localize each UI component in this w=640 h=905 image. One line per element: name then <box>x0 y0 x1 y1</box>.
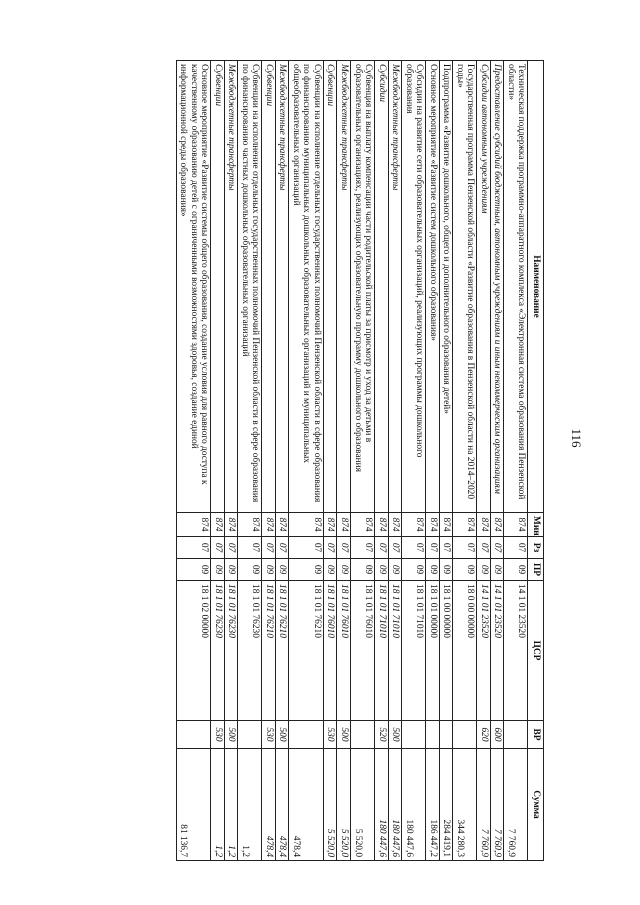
cell-csr: 18 1 00 00000 <box>439 581 453 721</box>
cell-pr: 09 <box>275 559 289 581</box>
cell-pr: 09 <box>211 559 225 581</box>
cell-min: 874 <box>351 513 375 537</box>
cell-vr <box>453 721 477 749</box>
cell-min: 874 <box>504 513 528 537</box>
table-header-row <box>528 61 544 861</box>
cell-name: Субсидии автономным учреждениям <box>477 61 491 513</box>
cell-csr: 14 1 01 23520 <box>504 581 528 721</box>
cell-pr: 09 <box>351 559 375 581</box>
cell-min: 874 <box>337 513 351 537</box>
header-csr: ЦСР <box>528 581 544 721</box>
cell-csr: 18 0 00 00000 <box>453 581 477 721</box>
cell-sum: 5 520,0 <box>351 749 375 861</box>
cell-sum: 81 136,7 <box>176 749 211 861</box>
cell-csr: 18 1 01 00000 <box>426 581 440 721</box>
table-row <box>439 61 453 861</box>
cell-name: Межбюджетные трансферты <box>224 61 238 513</box>
cell-name: Основное мероприятие «Развитие системы общего образования, создание условия для равного доступа к качественному образованию детей с ограниченными возможностями здоровья, создание единой информационной среды образования» <box>176 61 211 513</box>
table-row <box>176 61 211 861</box>
cell-csr: 14 1 01 23520 <box>490 581 504 721</box>
cell-csr: 18 1 01 76010 <box>323 581 337 721</box>
table-row <box>262 61 276 861</box>
header-sum: Сумма <box>528 749 544 861</box>
cell-name: Техническая поддержка программно-аппаратного комплекса «Электронная система образования Пензенской области» <box>504 61 528 513</box>
cell-csr: 18 1 01 76230 <box>238 581 262 721</box>
table-row <box>238 61 262 861</box>
cell-pr: 09 <box>323 559 337 581</box>
cell-rz: 07 <box>504 537 528 559</box>
cell-name: Межбюджетные трансферты <box>388 61 402 513</box>
cell-vr <box>289 721 324 749</box>
cell-min: 874 <box>439 513 453 537</box>
cell-rz: 07 <box>262 537 276 559</box>
cell-pr: 09 <box>439 559 453 581</box>
cell-sum: 344 280,3 <box>453 749 477 861</box>
cell-min: 874 <box>426 513 440 537</box>
cell-min: 874 <box>402 513 426 537</box>
table-row <box>289 61 324 861</box>
table-row <box>275 61 289 861</box>
cell-name: Подпрограмма «Развитие дошкольного, общего и дополнительного образования детей» <box>439 61 453 513</box>
cell-pr: 09 <box>375 559 389 581</box>
cell-pr: 09 <box>238 559 262 581</box>
table-row <box>351 61 375 861</box>
table-body <box>176 61 528 861</box>
cell-vr <box>439 721 453 749</box>
cell-pr: 09 <box>504 559 528 581</box>
cell-name: Государственная программа Пензенской области «Развитие образования в Пензенской области на 2014–2020 годы» <box>453 61 477 513</box>
cell-vr: 530 <box>262 721 276 749</box>
table-row <box>388 61 402 861</box>
cell-vr: 620 <box>477 721 491 749</box>
cell-name: Межбюджетные трансферты <box>275 61 289 513</box>
cell-sum: 5 520,0 <box>323 749 337 861</box>
cell-rz: 07 <box>211 537 225 559</box>
table-row <box>337 61 351 861</box>
cell-csr: 18 1 01 76210 <box>275 581 289 721</box>
page-number: 116 <box>569 428 584 448</box>
cell-csr: 18 1 01 76010 <box>337 581 351 721</box>
cell-vr: 500 <box>388 721 402 749</box>
cell-min: 874 <box>375 513 389 537</box>
header-min: Мин <box>528 513 544 537</box>
cell-name: Субвенции <box>262 61 276 513</box>
table-row <box>224 61 238 861</box>
header-name: Наименование <box>528 61 544 513</box>
cell-csr: 18 1 01 71010 <box>388 581 402 721</box>
cell-rz: 07 <box>224 537 238 559</box>
cell-rz: 07 <box>176 537 211 559</box>
cell-name: Субвенции <box>211 61 225 513</box>
cell-vr <box>238 721 262 749</box>
cell-csr: 14 1 01 23520 <box>477 581 491 721</box>
cell-pr: 09 <box>453 559 477 581</box>
cell-pr: 09 <box>388 559 402 581</box>
cell-rz: 07 <box>375 537 389 559</box>
cell-pr: 09 <box>262 559 276 581</box>
cell-sum: 478,4 <box>275 749 289 861</box>
cell-sum: 186 447,2 <box>426 749 440 861</box>
cell-vr <box>504 721 528 749</box>
cell-vr <box>351 721 375 749</box>
cell-pr: 09 <box>337 559 351 581</box>
cell-min: 874 <box>262 513 276 537</box>
cell-rz: 07 <box>337 537 351 559</box>
cell-rz: 07 <box>388 537 402 559</box>
cell-min: 874 <box>176 513 211 537</box>
cell-vr: 500 <box>224 721 238 749</box>
cell-sum: 478,4 <box>262 749 276 861</box>
cell-vr <box>402 721 426 749</box>
cell-rz: 07 <box>289 537 324 559</box>
cell-min: 874 <box>238 513 262 537</box>
cell-rz: 07 <box>439 537 453 559</box>
cell-csr: 18 1 01 76210 <box>289 581 324 721</box>
table-row <box>323 61 337 861</box>
cell-vr <box>426 721 440 749</box>
cell-pr: 09 <box>477 559 491 581</box>
header-rz: Рз <box>528 537 544 559</box>
cell-rz: 07 <box>426 537 440 559</box>
cell-min: 874 <box>224 513 238 537</box>
cell-sum: 7 760,9 <box>504 749 528 861</box>
cell-sum: 284 419,1 <box>439 749 453 861</box>
rotated-page <box>72 60 544 860</box>
cell-name: Субвенция на выплату компенсации части родительской платы за присмотр и уход за детьми в образовательных организациях, реализующих образовательную программу дошкольного образования <box>351 61 375 513</box>
table-row <box>490 61 504 861</box>
table-row <box>477 61 491 861</box>
cell-sum: 478,4 <box>289 749 324 861</box>
cell-name: Субсидии на развитие сети образовательных организаций, реализующих программы дошкольного образования <box>402 61 426 513</box>
table-row <box>375 61 389 861</box>
cell-vr: 500 <box>275 721 289 749</box>
cell-csr: 18 1 01 71010 <box>402 581 426 721</box>
cell-csr: 18 1 01 76230 <box>211 581 225 721</box>
table-row <box>426 61 440 861</box>
cell-sum: 180 447,6 <box>402 749 426 861</box>
cell-rz: 07 <box>238 537 262 559</box>
cell-min: 874 <box>453 513 477 537</box>
cell-min: 874 <box>477 513 491 537</box>
cell-name: Субвенции на исполнение отдельных государственных полномочий Пензенской области в сфере образования по финансированию частных дошкольных образовательных организаций <box>238 61 262 513</box>
cell-rz: 07 <box>323 537 337 559</box>
cell-name: Предоставление субсидий бюджетным, автономным учреждениям и иным некоммерческим организациям <box>490 61 504 513</box>
cell-min: 874 <box>323 513 337 537</box>
cell-csr: 18 1 01 76230 <box>224 581 238 721</box>
cell-min: 874 <box>289 513 324 537</box>
cell-pr: 09 <box>426 559 440 581</box>
cell-sum: 1,2 <box>224 749 238 861</box>
cell-vr: 500 <box>337 721 351 749</box>
budget-table <box>176 60 544 861</box>
cell-rz: 07 <box>275 537 289 559</box>
cell-vr <box>176 721 211 749</box>
cell-rz: 07 <box>477 537 491 559</box>
cell-sum: 7 760,9 <box>490 749 504 861</box>
header-vr: ВР <box>528 721 544 749</box>
cell-name: Основное мероприятие «Развитие систем дошкольного образования» <box>426 61 440 513</box>
cell-vr: 520 <box>375 721 389 749</box>
cell-vr: 600 <box>490 721 504 749</box>
cell-rz: 07 <box>490 537 504 559</box>
cell-name: Субвенции на исполнение отдельных государственных полномочий Пензенской области в сфере образования по финансированию муниципальных дошкольных образовательных организаций и муниципальных общеобразовательных организаций <box>289 61 324 513</box>
header-pr: ПР <box>528 559 544 581</box>
cell-vr: 530 <box>323 721 337 749</box>
cell-pr: 09 <box>289 559 324 581</box>
cell-csr: 18 1 02 00000 <box>176 581 211 721</box>
cell-name: Субвенции <box>323 61 337 513</box>
cell-sum: 5 520,0 <box>337 749 351 861</box>
cell-sum: 1,2 <box>238 749 262 861</box>
cell-name: Межбюджетные трансферты <box>337 61 351 513</box>
cell-rz: 07 <box>402 537 426 559</box>
cell-rz: 07 <box>351 537 375 559</box>
cell-pr: 09 <box>176 559 211 581</box>
cell-csr: 18 1 01 71010 <box>375 581 389 721</box>
table-row <box>211 61 225 861</box>
cell-csr: 18 1 01 76010 <box>351 581 375 721</box>
cell-min: 874 <box>275 513 289 537</box>
cell-pr: 09 <box>224 559 238 581</box>
cell-min: 874 <box>211 513 225 537</box>
cell-min: 874 <box>490 513 504 537</box>
table-row <box>504 61 528 861</box>
cell-sum: 7 760,9 <box>477 749 491 861</box>
cell-pr: 09 <box>490 559 504 581</box>
cell-vr: 530 <box>211 721 225 749</box>
cell-name: Субсидии <box>375 61 389 513</box>
cell-sum: 1,2 <box>211 749 225 861</box>
cell-sum: 180 447,6 <box>388 749 402 861</box>
table-row <box>453 61 477 861</box>
cell-min: 874 <box>388 513 402 537</box>
cell-rz: 07 <box>453 537 477 559</box>
cell-csr: 18 1 01 76210 <box>262 581 276 721</box>
cell-sum: 180 447,6 <box>375 749 389 861</box>
cell-pr: 09 <box>402 559 426 581</box>
table-row <box>402 61 426 861</box>
